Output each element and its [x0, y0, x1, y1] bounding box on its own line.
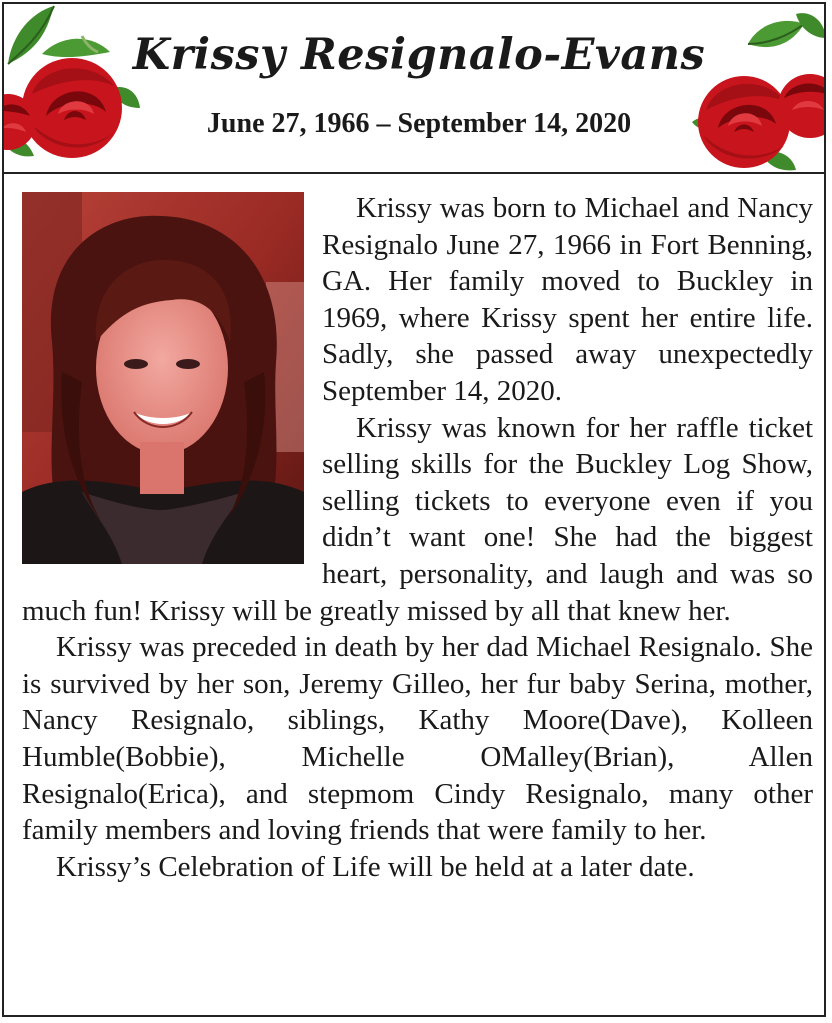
paragraph-birth: Krissy was born to Michael and Nancy Resignalo June 27, 1966 in Fort Benning, GA. Her family moved to Buckley in 1969, where Krissy spent her entire life. Sadly, she passed away unexpectedly September 14, 2020. [322, 192, 813, 407]
paragraph-celebration: Krissy’s Celebration of Life will be held at a later date. [56, 850, 695, 883]
photo-spacer [22, 190, 322, 568]
obituary-header [4, 4, 824, 176]
life-dates: June 27, 1966 – September 14, 2020 [206, 108, 632, 139]
header-divider [4, 172, 824, 174]
obituary-body [22, 190, 813, 885]
rose-decoration-left [2, 4, 142, 174]
obituary-notice [2, 2, 826, 1017]
paragraph-personality: Krissy was known for her raffle ticket selling skills for the Buckley Log Show, selling tickets to everyone even if you didn’t want one! She had the biggest heart, personality, and laugh and was so much fun! Krissy will be greatly missed by all that knew her. [22, 411, 813, 627]
deceased-name: Krissy Resignalo-Evans [132, 30, 706, 80]
paragraph-survivors: Krissy was preceded in death by her dad Michael Resignalo. She is survived by her son, Jeremy Gilleo, her fur baby Serina, mother, Nancy Resignalo, siblings, Kathy Moore(Dave), Kolleen Humble(Bobbie), Michelle OMalley(Brian), Allen Resignalo(Erica), and stepmom Cindy Resignalo, many other family members and loving friends that were family to her. [22, 631, 813, 847]
rose-decoration-right [692, 10, 826, 174]
